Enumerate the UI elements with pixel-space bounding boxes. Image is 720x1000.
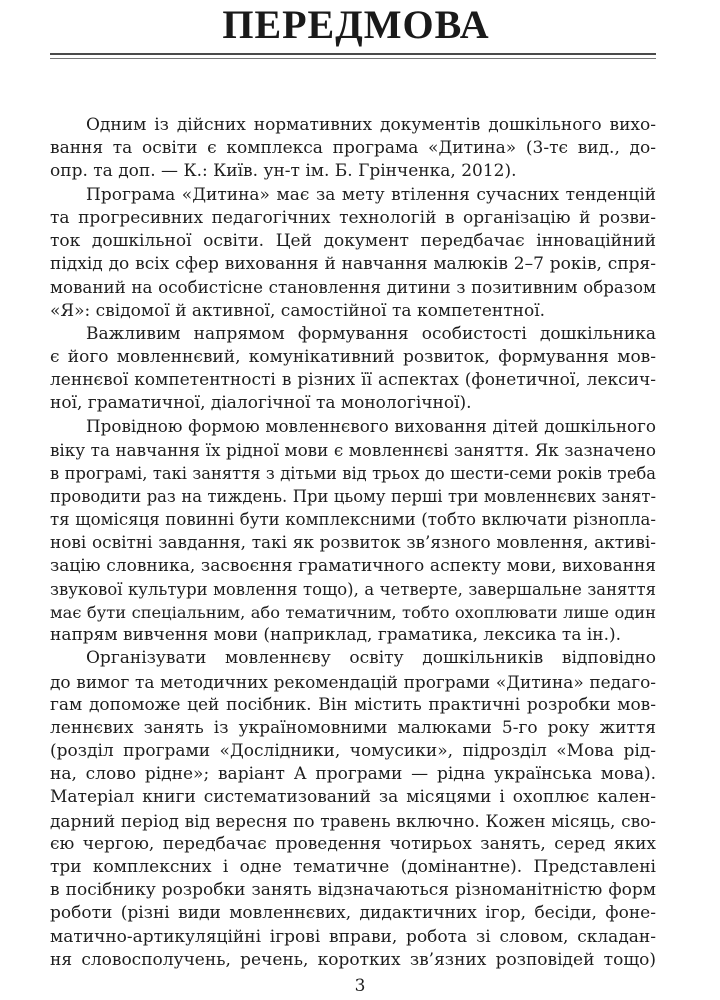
- text-line: ток дошкільної освіти. Цей документ передбачає інноваційний: [50, 230, 656, 251]
- text-line: є його мовленнєвий, комунікативний розвиток, формування мов-: [50, 346, 656, 367]
- text-line: звукової культури мовлення тощо), а четверте, завершальне заняття: [50, 579, 656, 599]
- text-line: віку та навчання їх рідної мови є мовленнєві заняття. Як зазначено: [50, 439, 656, 460]
- page-title: ПЕРЕДМОВА: [222, 2, 490, 47]
- text-line: підхід до всіх сфер виховання й навчання малюків 2–7 років, спря-: [50, 254, 656, 275]
- text-line: ної, граматичної, діалогічної та монологічної).: [50, 393, 472, 414]
- text-line: єю чергою, передбачає проведення чотирьох занять, серед яких: [50, 833, 656, 854]
- text-line: в посібнику розробки занять відзначаються різноманітністю форм: [50, 880, 656, 901]
- text-line: проводити раз на тиждень. При цьому перші три мовленнєвих занят-: [50, 487, 656, 506]
- title-rule-thick: [50, 53, 656, 55]
- text-line: та прогресивних педагогічних технологій в організацію й розви-: [50, 207, 656, 228]
- text-line: роботи (різні види мовленнєвих, дидактичних ігор, бесіди, фоне-: [50, 903, 656, 924]
- text-line: Програма «Дитина» має за мету втілення сучасних тенденцій: [86, 184, 656, 205]
- text-line: три комплексних і одне тематичне (домінантне). Представлені: [50, 857, 656, 877]
- text-line: матично-артикуляційні ігрові вправи, робота зі словом, складан-: [50, 926, 656, 947]
- text-line: леннєвих занять із україномовними малюками 5-го року життя: [50, 717, 656, 738]
- text-line: ня словосполучень, речень, коротких зв’язних розповідей тощо): [50, 949, 656, 970]
- text-line: дарний період від вересня по травень включно. Кожен місяць, сво-: [50, 810, 656, 831]
- text-line: напрям вивчення мови (наприклад, граматика, лексика та ін.).: [50, 625, 622, 646]
- preface-body: [50, 114, 656, 972]
- text-line: гам допоможе цей посібник. Він містить практичні розробки мов-: [50, 694, 656, 715]
- text-line: Одним із дійсних нормативних документів дошкільного вихо-: [86, 115, 656, 135]
- text-line: нові освітні завдання, такі як розвиток зв’язного мовлення, активі-: [50, 532, 656, 553]
- text-line: зацію словника, засвоєння граматичного аспекту мови, виховання: [50, 555, 656, 576]
- title-rule-thin: [50, 58, 656, 59]
- text-line: на, слово рідне»; варіант А програми — рідна українська мова).: [50, 764, 656, 785]
- text-line: вання та освіти є комплекса програма «Дитина» (3-тє вид., до-: [50, 138, 656, 159]
- text-line: в програмі, такі заняття з дітьми від трьох до шести-семи років треба: [50, 463, 656, 483]
- text-line: Організувати мовленнєву освіту дошкільників відповідно: [86, 648, 656, 669]
- text-line: тя щомісяця повинні бути комплексними (тобто включати різнопла-: [50, 510, 656, 530]
- text-line: «Я»: свідомої й активної, самостійної та компетентної.: [50, 300, 546, 321]
- text-line: має бути спеціальним, або тематичним, тобто охоплювати лише один: [50, 602, 656, 622]
- text-line: Важливим напрямом формування особистості дошкільника: [86, 323, 656, 344]
- text-line: до вимог та методичних рекомендацій програми «Дитина» педаго-: [50, 671, 656, 692]
- text-line: Матеріал книги систематизований за місяцями і охоплює кален-: [50, 787, 656, 808]
- text-line: мований на особистісне становлення дитини з позитивним образом: [50, 277, 656, 298]
- text-line: леннєвої компетентності в різних її аспектах (фонетичної, лексич-: [50, 370, 656, 391]
- text-line: Провідною формою мовленнєвого виховання дітей дошкільного: [86, 416, 656, 437]
- text-line: (розділ програми «Дослідники, чомусики», підрозділ «Мова рід-: [50, 741, 656, 762]
- page-number: 3: [354, 976, 366, 996]
- text-line: опр. та доп. — К.: Київ. ун-т ім. Б. Грінченка, 2012).: [50, 161, 517, 182]
